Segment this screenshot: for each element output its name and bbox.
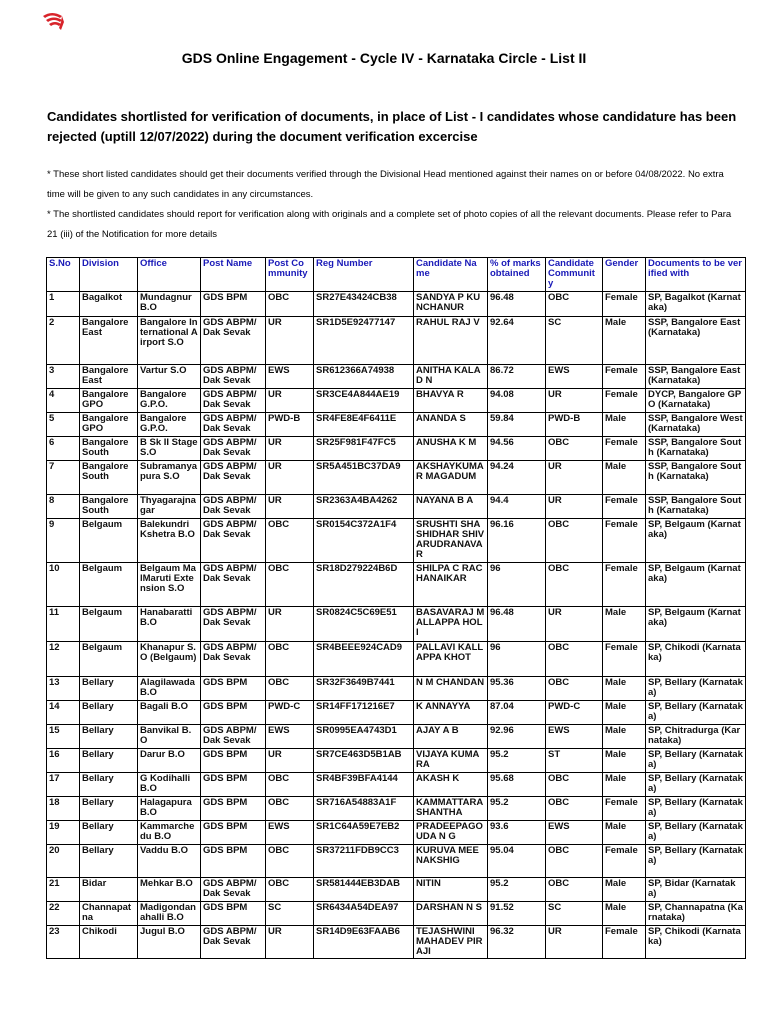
page-subtitle: Candidates shortlisted for verification of documents, in place of List - I candidates whose candidature has been rejected (uptill 12/07/2022) during the document verification excercise [47, 109, 737, 144]
table-cell: GDS BPM [201, 292, 266, 317]
table-cell: SSP, Bangalore West (Karnataka) [646, 413, 746, 437]
table-cell: EWS [546, 725, 603, 749]
table-cell: GDS ABPM/ Dak Sevak [201, 519, 266, 563]
table-cell: Madigondanahalli B.O [138, 902, 201, 926]
table-row [47, 845, 746, 878]
table-cell: N M CHANDAN [414, 677, 488, 701]
table-row [47, 797, 746, 821]
table-cell: Female [603, 797, 646, 821]
table-cell: SR3CE4A844AE19 [314, 389, 414, 413]
table-cell: 19 [47, 821, 80, 845]
table-cell: SP, Channapatna (Karnataka) [646, 902, 746, 926]
table-cell: SP, Bidar (Karnataka) [646, 878, 746, 902]
table-cell: Bangalore East [80, 365, 138, 389]
table-cell: EWS [266, 725, 314, 749]
table-cell: 95.2 [488, 749, 546, 773]
table-cell: ANITHA KALA D N [414, 365, 488, 389]
table-cell: SR6434A54DEA97 [314, 902, 414, 926]
table-cell: Channapatna [80, 902, 138, 926]
table-cell: Male [603, 413, 646, 437]
table-body [47, 292, 746, 959]
table-cell: Bellary [80, 773, 138, 797]
table-cell: SHILPA C RACHANAIKAR [414, 563, 488, 607]
table-cell: Bellary [80, 749, 138, 773]
page-title: GDS Online Engagement - Cycle IV - Karnataka Circle - List II [181, 50, 587, 66]
table-cell: SR14D9E63FAAB6 [314, 926, 414, 959]
table-cell: OBC [266, 773, 314, 797]
table-cell: Banvikal B.O [138, 725, 201, 749]
table-cell: B Sk II Stage S.O [138, 437, 201, 461]
table-cell: UR [266, 317, 314, 365]
table-cell: SRUSHTI SHASHIDHAR SHIVARUDRANAVAR [414, 519, 488, 563]
table-cell: SP, Bagalkot (Karnataka) [646, 292, 746, 317]
table-cell: 59.84 [488, 413, 546, 437]
table-cell: DARSHAN N S [414, 902, 488, 926]
table-cell: PWD-C [266, 701, 314, 725]
column-header: Gender [603, 258, 646, 292]
table-cell: OBC [546, 437, 603, 461]
table-cell: Male [603, 725, 646, 749]
table-cell: Bangalore South [80, 461, 138, 495]
table-cell: GDS ABPM/ Dak Sevak [201, 437, 266, 461]
table-cell: OBC [546, 878, 603, 902]
table-cell: Female [603, 519, 646, 563]
table-cell: 96 [488, 642, 546, 677]
table-cell: GDS BPM [201, 845, 266, 878]
table-cell: Bangalore G.P.O. [138, 389, 201, 413]
table-cell: SSP, Bangalore South (Karnataka) [646, 437, 746, 461]
table-cell: 18 [47, 797, 80, 821]
table-row [47, 495, 746, 519]
table-cell: Bagali B.O [138, 701, 201, 725]
table-cell: 94.08 [488, 389, 546, 413]
table-cell: Jugul B.O [138, 926, 201, 959]
table-cell: 14 [47, 701, 80, 725]
table-cell: OBC [546, 292, 603, 317]
column-header: % of marks obtained [488, 258, 546, 292]
table-cell: GDS ABPM/ Dak Sevak [201, 607, 266, 642]
table-cell: 96 [488, 563, 546, 607]
table-cell: 12 [47, 642, 80, 677]
table-cell: UR [546, 389, 603, 413]
table-cell: 95.68 [488, 773, 546, 797]
table-cell: 92.96 [488, 725, 546, 749]
table-cell: SSP, Bangalore East (Karnataka) [646, 365, 746, 389]
table-cell: PWD-C [546, 701, 603, 725]
table-row [47, 821, 746, 845]
table-cell: Male [603, 902, 646, 926]
table-row [47, 519, 746, 563]
table-cell: GDS ABPM/ Dak Sevak [201, 461, 266, 495]
table-cell: SR0995EA4743D1 [314, 725, 414, 749]
table-cell: Subramanyapura S.O [138, 461, 201, 495]
table-row [47, 563, 746, 607]
table-cell: OBC [266, 292, 314, 317]
table-cell: UR [266, 607, 314, 642]
table-cell: TEJASHWINI MAHADEV PIRAJI [414, 926, 488, 959]
table-cell: SP, Chitradurga (Karnataka) [646, 725, 746, 749]
table-cell: OBC [266, 878, 314, 902]
table-cell: SR4BEEE924CAD9 [314, 642, 414, 677]
table-cell: 94.4 [488, 495, 546, 519]
table-cell: GDS ABPM/ Dak Sevak [201, 413, 266, 437]
table-cell: Bellary [80, 677, 138, 701]
table-cell: GDS ABPM/ Dak Sevak [201, 495, 266, 519]
table-cell: SP, Chikodi (Karnataka) [646, 642, 746, 677]
table-cell: Bangalore East [80, 317, 138, 365]
table-cell: SR1C64A59E7EB2 [314, 821, 414, 845]
table-cell: 7 [47, 461, 80, 495]
table-cell: OBC [546, 797, 603, 821]
table-cell: G Kodihalli B.O [138, 773, 201, 797]
table-cell: 91.52 [488, 902, 546, 926]
table-cell: Female [603, 845, 646, 878]
table-cell: Bangalore South [80, 437, 138, 461]
table-row [47, 317, 746, 365]
table-cell: 9 [47, 519, 80, 563]
table-cell: ANANDA S [414, 413, 488, 437]
table-header-row [47, 258, 746, 292]
table-cell: 95.04 [488, 845, 546, 878]
table-cell: Belgaum [80, 519, 138, 563]
table-cell: DYCP, Bangalore GPO (Karnataka) [646, 389, 746, 413]
table-cell: 17 [47, 773, 80, 797]
table-cell: 94.56 [488, 437, 546, 461]
table-row [47, 437, 746, 461]
table-cell: SANDYA P KUNCHANUR [414, 292, 488, 317]
table-row [47, 607, 746, 642]
table-cell: OBC [546, 642, 603, 677]
column-header: Division [80, 258, 138, 292]
table-cell: UR [266, 389, 314, 413]
table-row [47, 677, 746, 701]
table-cell: 95.2 [488, 797, 546, 821]
table-cell: SP, Bellary (Karnataka) [646, 749, 746, 773]
table-cell: 86.72 [488, 365, 546, 389]
table-cell: 16 [47, 749, 80, 773]
table-cell: Male [603, 607, 646, 642]
table-row [47, 292, 746, 317]
table-cell: Vaddu B.O [138, 845, 201, 878]
table-cell: 6 [47, 437, 80, 461]
table-cell: 15 [47, 725, 80, 749]
table-cell: Bangalore G.P.O. [138, 413, 201, 437]
table-cell: PRADEEPAGOUDA N G [414, 821, 488, 845]
table-cell: GDS BPM [201, 773, 266, 797]
table-cell: GDS ABPM/ Dak Sevak [201, 317, 266, 365]
table-row [47, 642, 746, 677]
table-cell: PWD-B [546, 413, 603, 437]
table-cell: UR [266, 461, 314, 495]
table-cell: OBC [546, 519, 603, 563]
table-cell: SR7CE463D5B1AB [314, 749, 414, 773]
table-cell: UR [266, 926, 314, 959]
table-cell: Alagilawada B.O [138, 677, 201, 701]
table-cell: Bellary [80, 821, 138, 845]
table-cell: 95.36 [488, 677, 546, 701]
table-cell: Male [603, 317, 646, 365]
table-row [47, 926, 746, 959]
table-row [47, 902, 746, 926]
table-cell: AJAY A B [414, 725, 488, 749]
table-cell: SR27E43424CB38 [314, 292, 414, 317]
table-cell: Belgaum MalMaruti Extension S.O [138, 563, 201, 607]
table-cell: Female [603, 563, 646, 607]
table-cell: SSP, Bangalore South (Karnataka) [646, 461, 746, 495]
table-cell: Male [603, 701, 646, 725]
table-cell: GDS BPM [201, 749, 266, 773]
table-cell: 92.64 [488, 317, 546, 365]
table-cell: OBC [266, 677, 314, 701]
table-cell: SP, Belgaum (Karnataka) [646, 607, 746, 642]
table-cell: Kammarchedu B.O [138, 821, 201, 845]
table-cell: ANUSHA K M [414, 437, 488, 461]
column-header: Office [138, 258, 201, 292]
column-header: S.No [47, 258, 80, 292]
table-row [47, 725, 746, 749]
table-cell: Khanapur S.O (Belgaum) [138, 642, 201, 677]
table-cell: GDS BPM [201, 821, 266, 845]
table-cell: EWS [546, 821, 603, 845]
table-row [47, 461, 746, 495]
table-cell: 3 [47, 365, 80, 389]
table-cell: SR14FF171216E7 [314, 701, 414, 725]
table-cell: SP, Bellary (Karnataka) [646, 773, 746, 797]
table-cell: SP, Bellary (Karnataka) [646, 797, 746, 821]
india-post-logo [40, 8, 82, 34]
instruction-note-1: * These short listed candidates should get their documents verified through the Divisional Head mentioned against their names on or before 04/08/2022. No extra time will be given to any such candidates in any circumstances. [47, 169, 724, 200]
table-cell: 11 [47, 607, 80, 642]
table-cell: KURUVA MEENAKSHIG [414, 845, 488, 878]
table-cell: SSP, Bangalore East (Karnataka) [646, 317, 746, 365]
table-cell: SR0824C5C69E51 [314, 607, 414, 642]
table-cell: Bangalore GPO [80, 413, 138, 437]
table-cell: SR32F3649B7441 [314, 677, 414, 701]
table-cell: 13 [47, 677, 80, 701]
table-cell: PALLAVI KALLAPPA KHOT [414, 642, 488, 677]
table-cell: 23 [47, 926, 80, 959]
table-cell: SR37211FDB9CC3 [314, 845, 414, 878]
table-cell: 1 [47, 292, 80, 317]
table-cell: SP, Belgaum (Karnataka) [646, 519, 746, 563]
table-cell: 96.32 [488, 926, 546, 959]
table-cell: SR612366A74938 [314, 365, 414, 389]
table-cell: Thyagarajnagar [138, 495, 201, 519]
table-cell: SR1D5E92477147 [314, 317, 414, 365]
table-cell: SR0154C372A1F4 [314, 519, 414, 563]
table-cell: Female [603, 642, 646, 677]
table-cell: GDS ABPM/ Dak Sevak [201, 926, 266, 959]
table-cell: OBC [546, 563, 603, 607]
table-cell: SR4FE8E4F6411E [314, 413, 414, 437]
table-cell: SSP, Bangalore South (Karnataka) [646, 495, 746, 519]
table-cell: SP, Bellary (Karnataka) [646, 701, 746, 725]
table-cell: Female [603, 389, 646, 413]
table-cell: GDS ABPM/ Dak Sevak [201, 563, 266, 607]
table-cell: Female [603, 365, 646, 389]
table-cell: Bellary [80, 845, 138, 878]
table-cell: 93.6 [488, 821, 546, 845]
table-cell: VIJAYA KUMARA [414, 749, 488, 773]
table-cell: SP, Bellary (Karnataka) [646, 821, 746, 845]
table-cell: Bellary [80, 797, 138, 821]
table-cell: 5 [47, 413, 80, 437]
table-cell: Male [603, 821, 646, 845]
table-cell: ST [546, 749, 603, 773]
table-cell: EWS [266, 821, 314, 845]
table-cell: UR [546, 495, 603, 519]
column-header: Candidate Name [414, 258, 488, 292]
table-cell: EWS [546, 365, 603, 389]
table-cell: Halagapura B.O [138, 797, 201, 821]
table-cell: 10 [47, 563, 80, 607]
column-header: Documents to be verified with [646, 258, 746, 292]
table-cell: SR25F981F47FC5 [314, 437, 414, 461]
table-cell: OBC [546, 773, 603, 797]
table-row [47, 389, 746, 413]
table-cell: SR4BF39BFA4144 [314, 773, 414, 797]
column-header: Candidate Community [546, 258, 603, 292]
table-cell: Hanabaratti B.O [138, 607, 201, 642]
table-cell: UR [546, 461, 603, 495]
table-cell: UR [546, 926, 603, 959]
table-cell: OBC [266, 845, 314, 878]
table-cell: Mundagnur B.O [138, 292, 201, 317]
table-cell: K ANNAYYA [414, 701, 488, 725]
table-cell: SC [546, 317, 603, 365]
table-cell: Bellary [80, 701, 138, 725]
table-cell: 8 [47, 495, 80, 519]
table-cell: 87.04 [488, 701, 546, 725]
table-cell: UR [266, 437, 314, 461]
column-header: Reg Number [314, 258, 414, 292]
table-cell: 96.48 [488, 607, 546, 642]
table-cell: SP, Belgaum (Karnataka) [646, 563, 746, 607]
table-cell: SR2363A4BA4262 [314, 495, 414, 519]
table-cell: SC [546, 902, 603, 926]
candidate-table [46, 257, 746, 959]
table-cell: GDS ABPM/ Dak Sevak [201, 725, 266, 749]
table-cell: OBC [266, 642, 314, 677]
table-cell: SR716A54883A1F [314, 797, 414, 821]
table-cell: GDS BPM [201, 797, 266, 821]
table-cell: Male [603, 677, 646, 701]
table-cell: SR581444EB3DAB [314, 878, 414, 902]
table-cell: EWS [266, 365, 314, 389]
table-cell: Mehkar B.O [138, 878, 201, 902]
table-cell: NITIN [414, 878, 488, 902]
table-cell: OBC [266, 797, 314, 821]
table-cell: Chikodi [80, 926, 138, 959]
instruction-note-2: * The shortlisted candidates should report for verification along with originals and a complete set of photo copies of all the relevant documents. Please refer to Para 21 (iii) of the Notification for more details [47, 209, 732, 240]
table-cell: AKSHAYKUMAR MAGADUM [414, 461, 488, 495]
table-cell: SP, Bellary (Karnataka) [646, 845, 746, 878]
table-cell: SR5A451BC37DA9 [314, 461, 414, 495]
table-cell: PWD-B [266, 413, 314, 437]
table-cell: Darur B.O [138, 749, 201, 773]
table-cell: 2 [47, 317, 80, 365]
table-cell: Belgaum [80, 642, 138, 677]
table-cell: Female [603, 926, 646, 959]
table-cell: Bagalkot [80, 292, 138, 317]
table-row [47, 773, 746, 797]
table-cell: Female [603, 437, 646, 461]
table-cell: OBC [266, 519, 314, 563]
table-cell: Male [603, 773, 646, 797]
table-cell: 20 [47, 845, 80, 878]
table-cell: BHAVYA R [414, 389, 488, 413]
table-cell: SR18D279224B6D [314, 563, 414, 607]
table-cell: SP, Bellary (Karnataka) [646, 677, 746, 701]
table-cell: BASAVARAJ MALLAPPA HOLI [414, 607, 488, 642]
table-cell: GDS BPM [201, 701, 266, 725]
table-cell: GDS ABPM/ Dak Sevak [201, 365, 266, 389]
table-row [47, 365, 746, 389]
table-cell: GDS ABPM/ Dak Sevak [201, 642, 266, 677]
table-cell: Male [603, 461, 646, 495]
table-cell: AKASH K [414, 773, 488, 797]
table-cell: Female [603, 292, 646, 317]
table-cell: Female [603, 495, 646, 519]
table-cell: Balekundri Kshetra B.O [138, 519, 201, 563]
table-cell: Bidar [80, 878, 138, 902]
table-cell: 22 [47, 902, 80, 926]
table-cell: 94.24 [488, 461, 546, 495]
table-cell: UR [546, 607, 603, 642]
table-cell: NAYANA B A [414, 495, 488, 519]
table-cell: SC [266, 902, 314, 926]
table-row [47, 878, 746, 902]
table-cell: Vartur S.O [138, 365, 201, 389]
table-cell: GDS BPM [201, 902, 266, 926]
table-cell: 21 [47, 878, 80, 902]
table-row [47, 749, 746, 773]
table-cell: GDS ABPM/ Dak Sevak [201, 878, 266, 902]
table-cell: Belgaum [80, 563, 138, 607]
table-cell: Bangalore South [80, 495, 138, 519]
table-cell: UR [266, 495, 314, 519]
table-row [47, 701, 746, 725]
table-cell: Male [603, 749, 646, 773]
table-cell: 95.2 [488, 878, 546, 902]
table-cell: OBC [266, 563, 314, 607]
table-cell: OBC [546, 845, 603, 878]
table-cell: Bellary [80, 725, 138, 749]
table-cell: Male [603, 878, 646, 902]
table-cell: 4 [47, 389, 80, 413]
table-cell: GDS BPM [201, 677, 266, 701]
table-cell: Bangalore GPO [80, 389, 138, 413]
table-cell: SP, Chikodi (Karnataka) [646, 926, 746, 959]
table-cell: UR [266, 749, 314, 773]
table-cell: 96.48 [488, 292, 546, 317]
table-cell: KAMMATTARA SHANTHA [414, 797, 488, 821]
table-cell: OBC [546, 677, 603, 701]
table-cell: Belgaum [80, 607, 138, 642]
table-cell: 96.16 [488, 519, 546, 563]
table-cell: GDS ABPM/ Dak Sevak [201, 389, 266, 413]
column-header: Post Community [266, 258, 314, 292]
table-cell: RAHUL RAJ V [414, 317, 488, 365]
column-header: Post Name [201, 258, 266, 292]
table-cell: Bangalore International Airport S.O [138, 317, 201, 365]
table-row [47, 413, 746, 437]
